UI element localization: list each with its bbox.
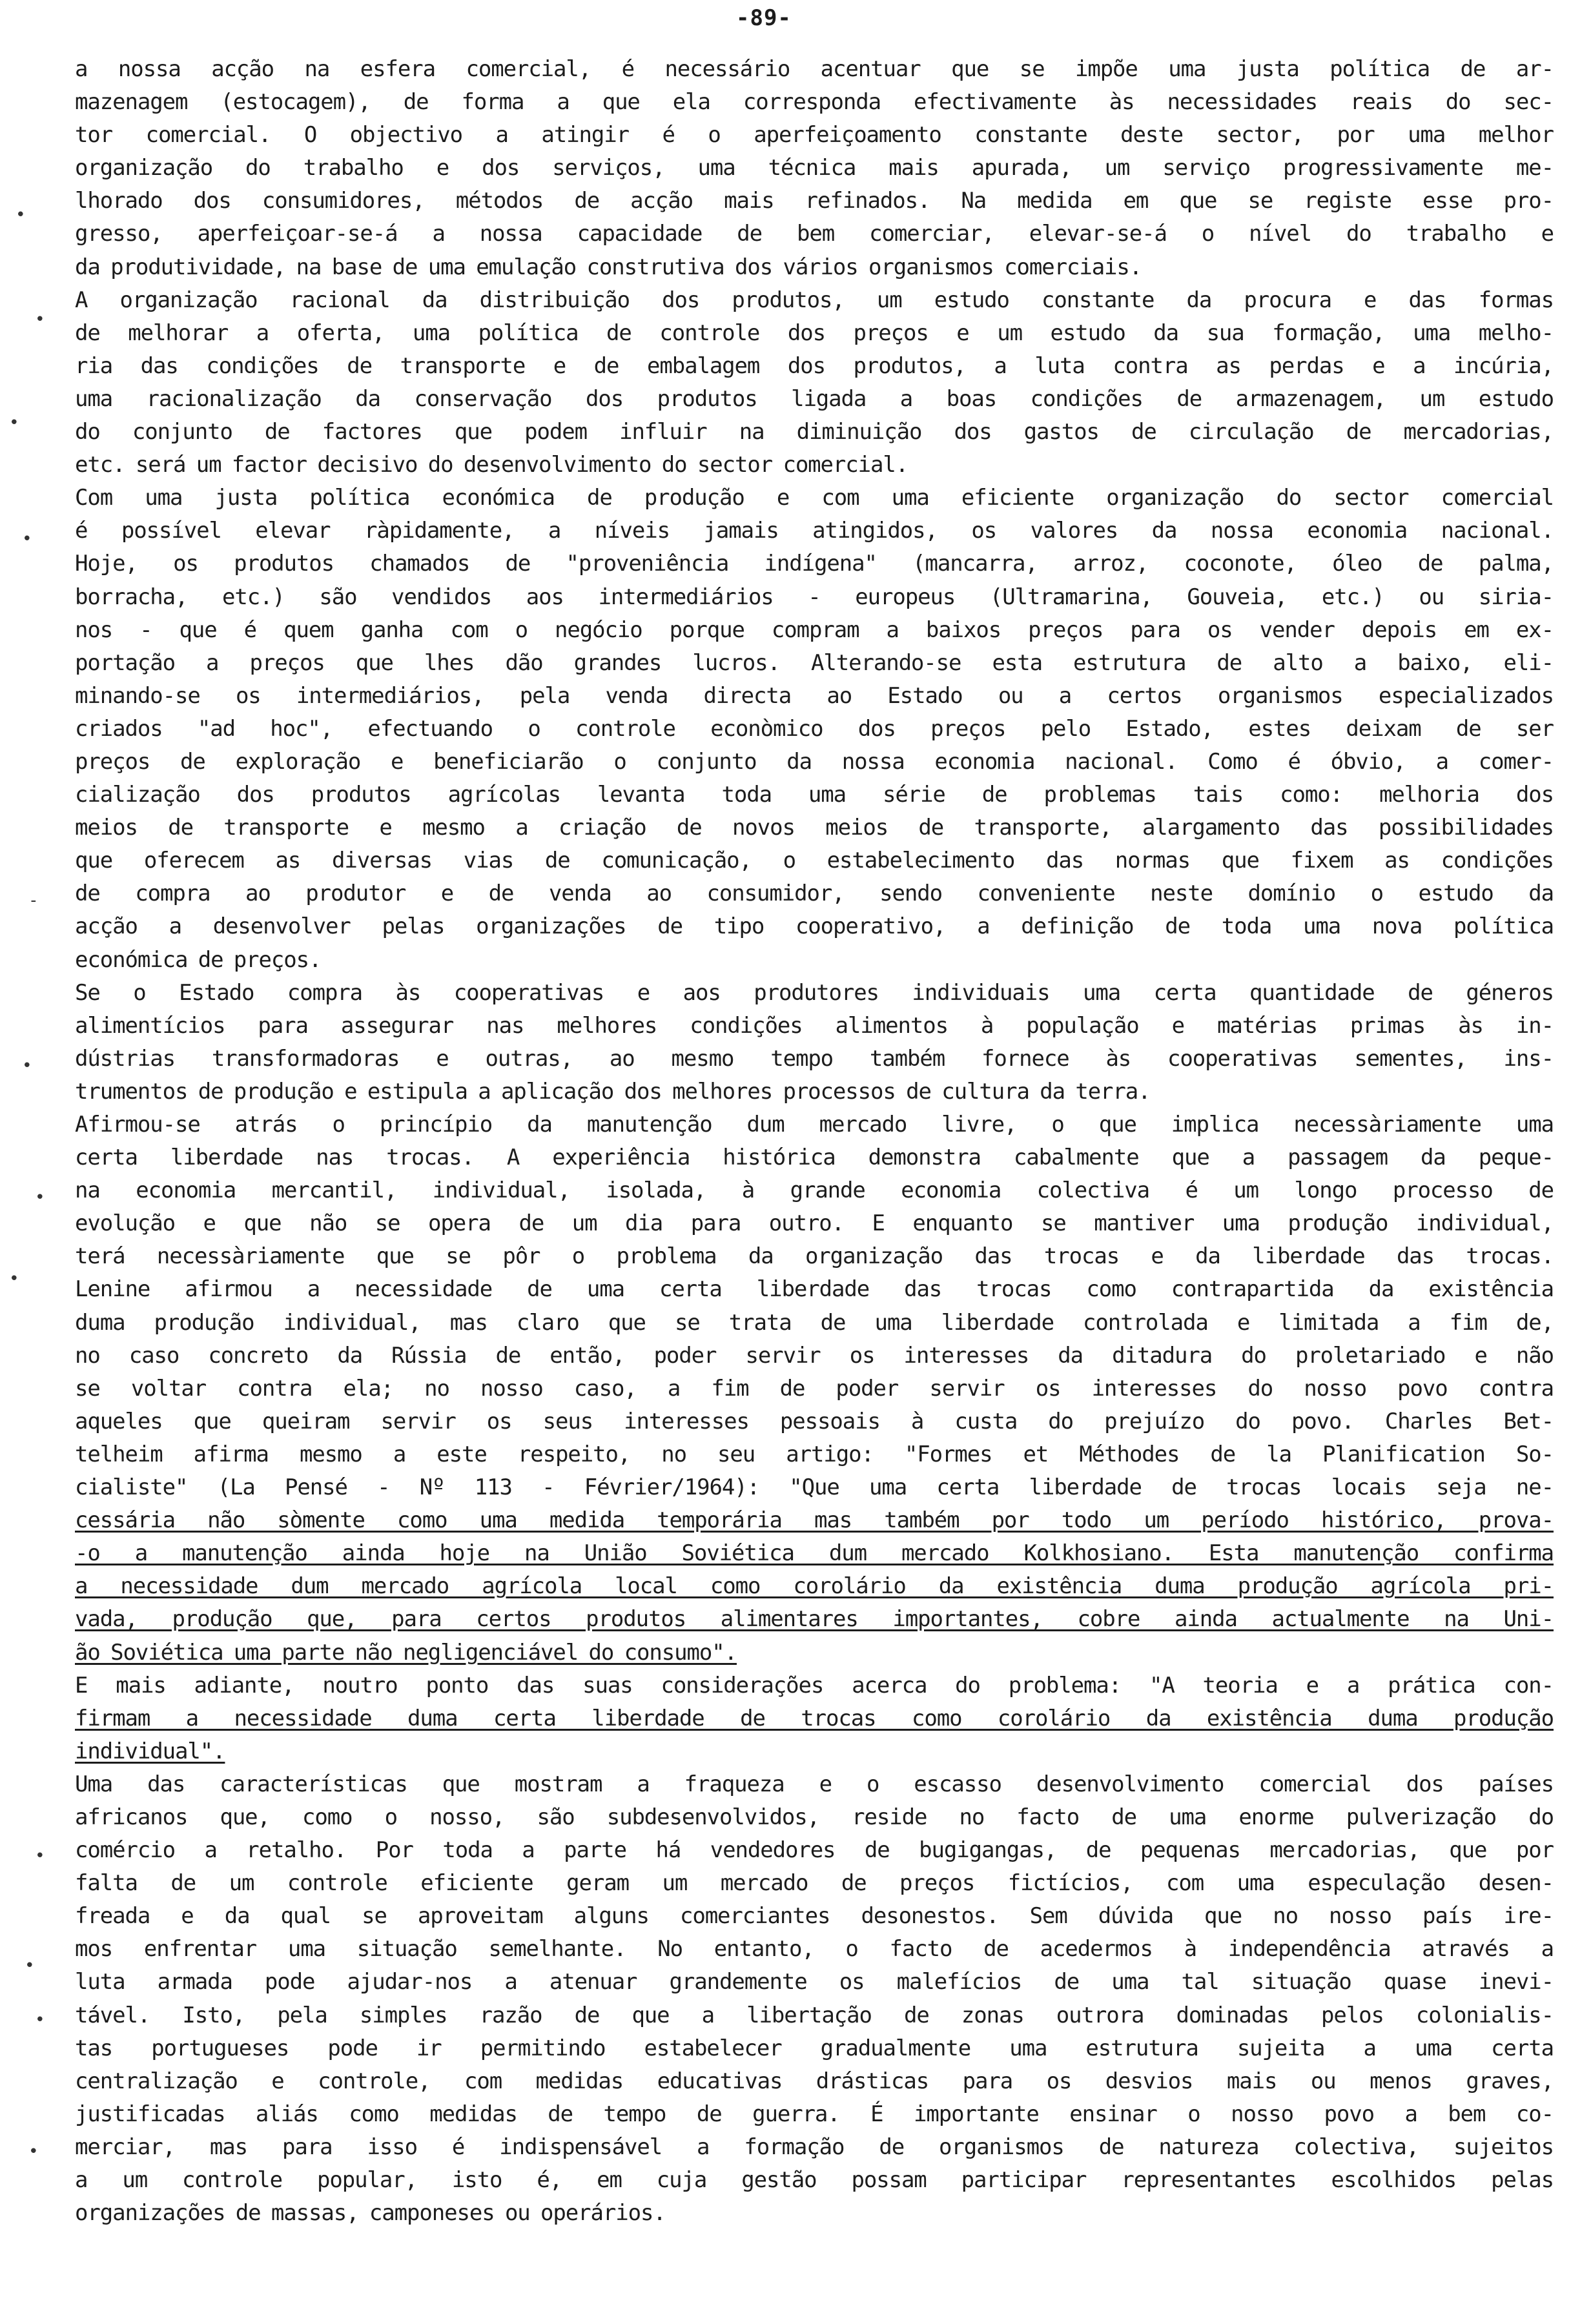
text-line: cialiste" (La Pensé - Nº 113 - Février/1964): "Que uma certa liberdade de trocas locais seja ne- [75,1474,1554,1501]
text-line: do conjunto de factores que podem influir na diminuição dos gastos de circulação de mercadorias, [75,419,1554,445]
text-line: no caso concreto da Rússia de então, poder servir os interesses da ditadura do proletariado e não [75,1342,1554,1369]
quote-line: vada, produção que, para certos produtos alimentares importantes, cobre ainda actualmente na Uni- [75,1606,1554,1633]
text-line: Lenine afirmou a necessidade de uma certa liberdade das trocas como contrapartida da existência [75,1276,1554,1303]
text-line: económica de preços. [75,946,322,973]
text-line: organizações de massas, camponeses ou operários. [75,2200,666,2227]
text-line: de melhorar a oferta, uma política de controle dos preços e um estudo da sua formação, uma melho- [75,320,1554,346]
text-line: certa liberdade nas trocas. A experiência histórica demonstra cabalmente que a passagem da peque- [75,1145,1554,1171]
text-line: Uma das características que mostram a fraqueza e o escasso desenvolvimento comercial dos países [75,1771,1554,1797]
text-line: Afirmou-se atrás o princípio da manutenção dum mercado livre, o que implica necessàriamente uma [75,1112,1554,1137]
text-line: uma racionalização da conservação dos produtos ligada a boas condições de armazenagem, um estudo [75,385,1554,412]
text-line: merciar, mas para isso é indispensável a formação de organismos de natureza colectiva, sujeitos [75,2134,1554,2160]
text-line: ria das condições de transporte e de embalagem dos produtos, a luta contra as perdas e a incúria, [75,352,1554,379]
text-line: da produtividade, na base de uma emulação construtiva dos vários organismos comerciais. [75,254,1142,280]
text-line: E mais adiante, noutro ponto das suas considerações acerca do problema: "A teoria e a prática con- [75,1672,1554,1698]
paragraph-distribution [75,284,1554,482]
margin-dot-icon: • [22,1056,32,1075]
text-line: trumentos de produção e estipula a aplicação dos melhores processos de cultura da terra. [75,1078,1151,1105]
text-line: evolução e que não se opera de um dia para outro. E enquanto se mantiver uma produção individual, [75,1210,1554,1237]
text-line: lhorado dos consumidores, métodos de acção mais refinados. Na medida em que se registe esse pro- [75,188,1554,214]
quote-line: ão Soviética uma parte não negligenciável do consumo". [75,1639,737,1666]
quote-line: a necessidade dum mercado agrícola local como corolário da existência duma produção agrícola pri- [75,1573,1554,1600]
quote-line: firmam a necessidade duma certa liberdade de trocas como corolário da existência duma produção [75,1705,1554,1731]
text-line: falta de um controle eficiente geram um mercado de preços fictícios, com uma especulação desen- [75,1870,1554,1897]
margin-dot-icon: • [35,310,45,329]
text-line: gresso, aperfeiçoar-se-á a nossa capacidade de bem comerciar, elevar-se-á o nível do trabalho e [75,221,1554,247]
margin-dash-icon: - [28,891,39,910]
quote-line: cessária não sòmente como uma medida temporária mas também por todo um período histórico, prova- [75,1507,1554,1534]
paragraph-cooperatives [75,977,1554,1108]
text-line: borracha, etc.) são vendidos aos intermediários - europeus (Ultramarina, Gouveia, etc.) ou siria- [75,584,1554,610]
text-line: aqueles que queiram servir os seus interesses pessoais à custa do prejuízo do povo. Charles Bet- [75,1408,1554,1434]
paragraph-economic-policy [75,482,1554,976]
text-line: africanos que, como o nosso, são subdesenvolvidos, reside no facto de uma enorme pulverização do [75,1804,1554,1830]
document-body [75,53,1554,2230]
paragraph-free-market [75,1108,1554,1669]
text-line: portação a preços que lhes dão grandes lucros. Alterando-se esta estrutura de alto a baixo, eli- [75,649,1554,676]
quote-line: -o a manutenção ainda hoje na União Soviética dum mercado Kolkhosiano. Esta manutenção confirma [75,1540,1554,1567]
page-number: -89- [736,5,792,31]
paragraph-retail-commerce [75,1768,1554,2230]
text-line: tas portugueses pode ir permitindo estabelecer gradualmente uma estrutura sujeita a uma certa [75,2035,1554,2061]
text-line: a nossa acção na esfera comercial, é necessário acentuar que se impõe uma justa política de ar- [75,56,1554,82]
text-line: terá necessàriamente que se pôr o problema da organização das trocas e da liberdade das trocas. [75,1243,1554,1270]
text-line: que oferecem as diversas vias de comunicação, o estabelecimento das normas que fixem as condições [75,848,1554,874]
text-line: Se o Estado compra às cooperativas e aos produtores individuais uma certa quantidade de géneros [75,979,1554,1006]
text-line: se voltar contra ela; no nosso caso, a fim de poder servir os interesses do nosso povo contra [75,1375,1554,1402]
text-line: tor comercial. O objectivo a atingir é o aperfeiçoamento constante deste sector, por uma melhor [75,122,1554,148]
margin-dot-icon: • [35,2010,45,2030]
text-line: mazenagem (estocagem), de forma a que ela corresponda efectivamente às necessidades reais do sec- [75,89,1554,116]
text-line: freada e da qual se aproveitam alguns comerciantes desonestos. Sem dúvida que no nosso país ire- [75,1903,1554,1930]
text-line: organização do trabalho e dos serviços, uma técnica mais apurada, um serviço progressivamente me- [75,155,1554,181]
text-line: luta armada pode ajudar-nos a atenuar grandemente os malefícios de uma tal situação quase inevi- [75,1969,1554,1995]
text-line: A organização racional da distribuição dos produtos, um estudo constante da procura e das formas [75,287,1554,313]
text-line: criados "ad hoc", efectuando o controle econòmico dos preços pelo Estado, estes deixam de ser [75,715,1554,742]
text-line: minando-se os intermediários, pela venda directa ao Estado ou a certos organismos especializados [75,682,1554,709]
margin-dot-icon: • [35,1188,45,1207]
text-line: preços de exploração e beneficiarão o conjunto da nossa economia nacional. Como é óbvio, a comer- [75,748,1554,775]
text-line: dústrias transformadoras e outras, ao mesmo tempo também fornece às cooperativas sementes, ins- [75,1045,1554,1072]
margin-dot-icon: • [28,2142,39,2161]
paragraph-theory-practice [75,1669,1554,1768]
text-line: centralização e controle, com medidas educativas drásticas para os desvios mais ou menos graves, [75,2068,1554,2094]
margin-dot-icon: • [15,205,26,225]
margin-dot-icon: • [22,529,32,549]
text-line: a um controle popular, isto é, em cuja gestão possam participar representantes escolhidos pelas [75,2167,1554,2193]
text-line: Com uma justa política económica de produção e com uma eficiente organização do sector comercial [75,485,1554,511]
text-line: cialização dos produtos agrícolas levanta toda uma série de problemas tais como: melhoria dos [75,782,1554,808]
margin-dot-icon: • [25,1956,35,1975]
text-line: nos - que é quem ganha com o negócio porque compram a baixos preços para os vender depois em ex- [75,617,1554,643]
text-line: Hoje, os produtos chamados de "proveniência indígena" (mancarra, arroz, coconote, óleo de palma, [75,551,1554,577]
text-line: meios de transporte e mesmo a criação de novos meios de transporte, alargamento das possibilidades [75,815,1554,841]
text-line: etc. será um factor decisivo do desenvolvimento do sector comercial. [75,452,908,478]
text-line: acção a desenvolver pelas organizações de tipo cooperativo, a definição de toda uma nova política [75,913,1554,940]
quote-line: individual". [75,1738,225,1764]
text-line: justificadas aliás como medidas de tempo de guerra. É importante ensinar o nosso povo a bem co- [75,2101,1554,2127]
text-line: mos enfrentar uma situação semelhante. No entanto, o facto de acedermos à independência através a [75,1936,1554,1962]
text-line: alimentícios para assegurar nas melhores condições alimentos à população e matérias primas às in- [75,1012,1554,1039]
paragraph-storage [75,53,1554,284]
margin-dot-icon: • [9,413,19,433]
text-line: comércio a retalho. Por toda a parte há vendedores de bugigangas, de pequenas mercadorias, que por [75,1837,1554,1864]
text-line: de compra ao produtor e de venda ao consumidor, sendo conveniente neste domínio o estudo da [75,881,1554,907]
text-line: tável. Isto, pela simples razão de que a libertação de zonas outrora dominadas pelos colonialis- [75,2002,1554,2028]
text-line: duma produção individual, mas claro que se trata de uma liberdade controlada e limitada a fim de, [75,1309,1554,1336]
text-line: na economia mercantil, individual, isolada, à grande economia colectiva é um longo processo de [75,1177,1554,1204]
margin-dot-icon: • [9,1269,19,1289]
text-line: telheim afirma mesmo a este respeito, no seu artigo: "Formes et Méthodes de la Planification So- [75,1441,1554,1467]
text-line: é possível elevar ràpidamente, a níveis jamais atingidos, os valores da nossa economia nacional. [75,518,1554,544]
margin-dot-icon: • [35,1846,45,1866]
